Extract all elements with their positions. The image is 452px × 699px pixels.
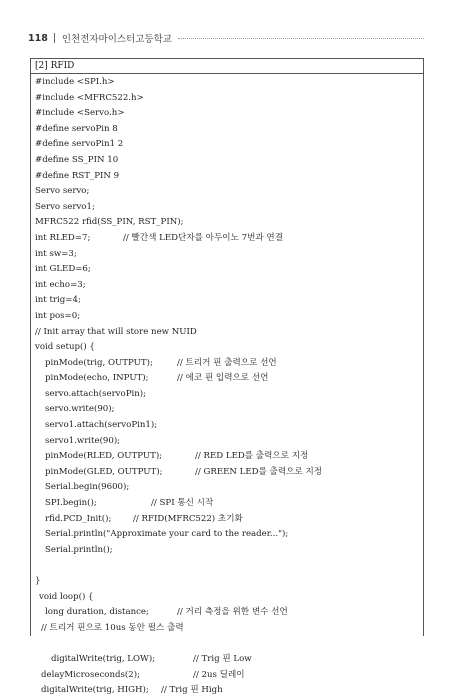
code-line [31,137,423,153]
code-line [31,75,423,91]
code-line [31,356,423,372]
code-text: #define RST_PIN 9 [35,170,120,181]
code-comment: // Trig 핀 High [161,685,223,696]
code-line [31,262,423,278]
code-text: Servo servo1; [35,201,95,212]
code-text: Serial.println(); [45,544,113,555]
code-text: // 트리거 핀으로 10us 동안 펄스 출력 [41,622,184,633]
code-line [31,169,423,185]
code-text: digitalWrite(trig, LOW); [51,653,156,664]
code-comment: // 빨간색 LED단자를 아두이노 7번과 연결 [123,232,284,243]
code-text: pinMode(trig, OUTPUT); [45,357,153,368]
code-comment: // SPI 통신 시작 [151,498,214,509]
code-line [31,340,423,356]
code-line [31,496,423,512]
code-text: long duration, distance; [45,607,149,618]
code-line [31,449,423,465]
code-text: Servo servo; [35,186,90,197]
code-text: digitalWrite(trig, HIGH); [41,685,149,696]
code-text: pinMode(GLED, OUTPUT); [45,466,163,477]
code-text: int pos=0; [35,310,81,321]
code-text: #include <MFRC522.h> [35,92,144,103]
code-line [31,247,423,263]
code-comment: // 트리거 핀 출력으로 선언 [177,357,277,368]
code-text: #define servoPin1 2 [35,139,124,150]
code-line [31,683,423,699]
code-text: } [35,576,41,586]
code-line [31,200,423,216]
code-text: Serial.println("Approximate your card to the reader..."); [45,529,289,540]
code-line [31,106,423,122]
code-listing [31,74,423,699]
code-text: int RLED=7; [35,232,91,243]
code-text: #define servoPin 8 [35,123,118,134]
code-line [31,402,423,418]
code-box [30,58,424,696]
code-line [31,527,423,543]
code-line [31,309,423,325]
code-line [31,543,423,559]
code-line [31,325,423,341]
code-text: #define SS_PIN 10 [35,154,119,165]
code-line [31,574,423,590]
code-text: Serial.begin(9600); [45,482,130,493]
code-text: // Init array that will store new NUID [35,326,197,337]
code-text: void setup() { [35,342,95,353]
code-comment: // RED LED를 출력으로 지정 [195,451,309,462]
code-text: servo.write(90); [45,404,115,415]
code-line [31,231,423,247]
code-line [31,605,423,621]
code-text: MFRC522 rfid(SS_PIN, RST_PIN); [35,217,184,228]
code-line [31,153,423,169]
code-line [31,278,423,294]
code-line [31,465,423,481]
code-text: int GLED=6; [35,264,91,275]
code-line [31,668,423,684]
code-text: int sw=3; [35,248,77,259]
page-header [28,30,424,46]
code-comment: // 거리 측정을 위한 변수 선언 [177,607,288,618]
code-comment: // Trig 핀 Low [193,653,252,664]
code-text: #include <SPI.h> [35,77,115,87]
code-text: servo1.attach(servoPin1); [45,420,158,431]
code-comment: // GREEN LED를 출력으로 지정 [195,466,323,477]
code-line [31,434,423,450]
header-title: 인천전자마이스터고등학교 [61,34,172,45]
code-text: servo1.write(90); [45,435,121,446]
code-line [31,636,423,652]
code-line [31,621,423,637]
code-text: pinMode(echo, INPUT); [45,373,149,384]
code-text: #include <Servo.h> [35,108,125,119]
code-text: void loop() { [39,591,94,602]
header-dotted-rule [178,38,424,39]
code-box-title: [2] RFID [31,59,423,74]
code-line [31,480,423,496]
code-line [31,184,423,200]
code-comment: // 에코 핀 입력으로 선언 [177,373,269,384]
code-text: SPI.begin(); [45,498,97,509]
code-text: delayMicroseconds(2); [41,669,140,680]
code-text: int echo=3; [35,279,86,290]
code-line [31,418,423,434]
code-line [31,91,423,107]
code-line [31,371,423,387]
code-line [31,652,423,668]
code-text: rfid.PCD_Init(); [45,513,112,524]
code-line [31,293,423,309]
code-comment: // RFID(MFRC522) 초기화 [133,513,243,524]
code-line [31,122,423,138]
code-line [31,387,423,403]
code-line [31,512,423,528]
header-separator [54,33,55,43]
code-text: pinMode(RLED, OUTPUT); [45,451,163,462]
code-text: servo.attach(servoPin); [45,388,147,399]
code-line [31,590,423,606]
code-line [31,215,423,231]
page-number: 118 [28,32,48,44]
code-comment: // 2us 딜레이 [193,669,245,680]
code-text: int trig=4; [35,295,81,306]
code-line [31,558,423,574]
